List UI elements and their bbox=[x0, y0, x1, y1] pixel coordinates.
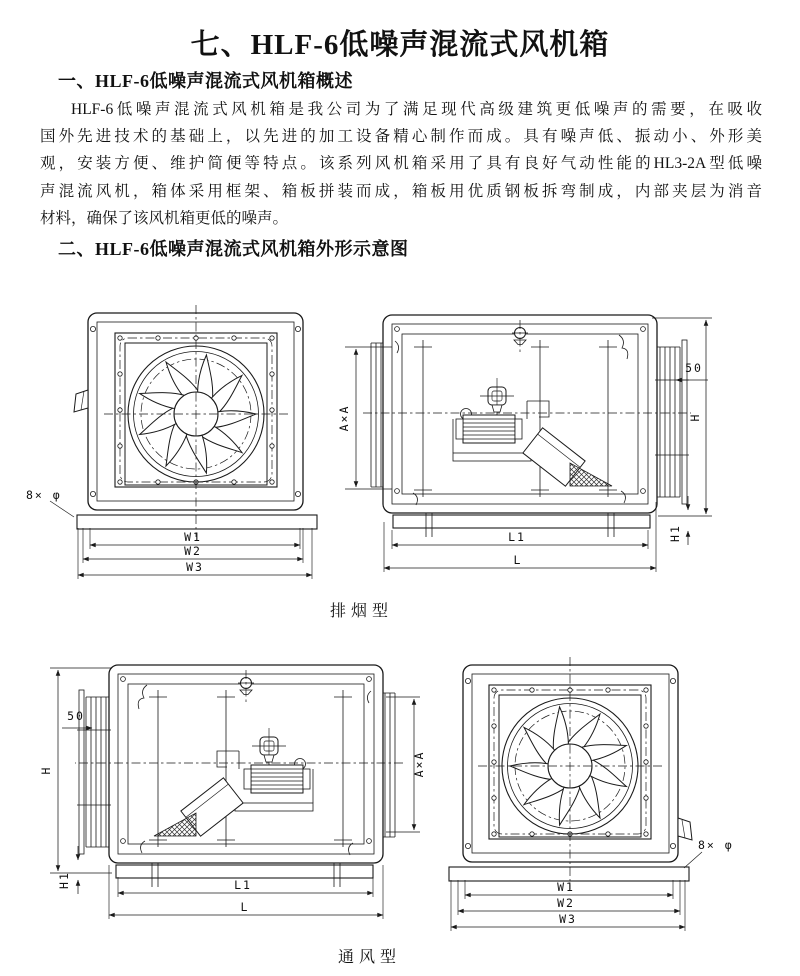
paragraph-line: 声混流风机，箱体采用框架、箱板拼装而成，箱板用优质钢板拆弯制成，内部夹层为消音 bbox=[40, 182, 762, 200]
dim-label-h: H bbox=[39, 765, 53, 775]
dim-label-h: H bbox=[688, 412, 702, 422]
section1-heading: 一、HLF-6低噪声混流式风机箱概述 bbox=[58, 71, 353, 91]
dim-label-l1: L1 bbox=[234, 878, 252, 892]
dim-label-l: L bbox=[513, 553, 523, 567]
paragraph-line: HLF-6低噪声混流式风机箱是我公司为了满足现代高级建筑更低噪声的需要，在吸收 bbox=[71, 101, 762, 118]
dim-label-w3: W3 bbox=[186, 560, 204, 574]
paragraph-line: 国外先进技术的基础上，以先进的加工设备精心制作而成。具有噪声低、振动小、外形美 bbox=[40, 128, 762, 146]
section2-heading: 二、HLF-6低噪声混流式风机箱外形示意图 bbox=[58, 239, 409, 259]
ventilation-front-view-drawing bbox=[449, 657, 734, 931]
ventilation-type-caption: 通风型 bbox=[338, 949, 402, 966]
dim-label-l: L bbox=[240, 900, 250, 914]
dim-label-bolt-note: 8× φ bbox=[698, 838, 734, 852]
dim-label-w1: W1 bbox=[557, 880, 575, 894]
page-title: 七、HLF-6低噪声混流式风机箱 bbox=[190, 29, 610, 61]
dim-label-h1: H1 bbox=[57, 871, 71, 889]
dim-label-axa: A×A bbox=[412, 750, 426, 778]
exhaust-type-caption: 排烟型 bbox=[330, 603, 394, 620]
dim-label-axa: A×A bbox=[337, 404, 351, 432]
dim-label-50: 50 bbox=[67, 709, 85, 723]
paragraph-line: 观，安装方便、维护简便等特点。该系列风机箱采用了具有良好气动性能的HL3-2A型低噪 bbox=[40, 155, 762, 173]
dim-label-50: 50 bbox=[685, 361, 703, 375]
dim-label-w2: W2 bbox=[557, 896, 575, 910]
ventilation-side-view-drawing bbox=[39, 665, 426, 919]
dim-label-bolt-note: 8× φ bbox=[26, 488, 62, 502]
dim-label-w1: W1 bbox=[184, 530, 202, 544]
exhaust-side-view-drawing bbox=[337, 315, 712, 572]
dim-label-l1: L1 bbox=[508, 530, 526, 544]
dim-label-h1: H1 bbox=[668, 524, 682, 542]
dim-label-w2: W2 bbox=[184, 544, 202, 558]
dim-label-w3: W3 bbox=[559, 912, 577, 926]
paragraph-line: 材料，确保了该风机箱更低的噪声。 bbox=[40, 209, 289, 227]
exhaust-front-view-drawing bbox=[26, 305, 317, 579]
